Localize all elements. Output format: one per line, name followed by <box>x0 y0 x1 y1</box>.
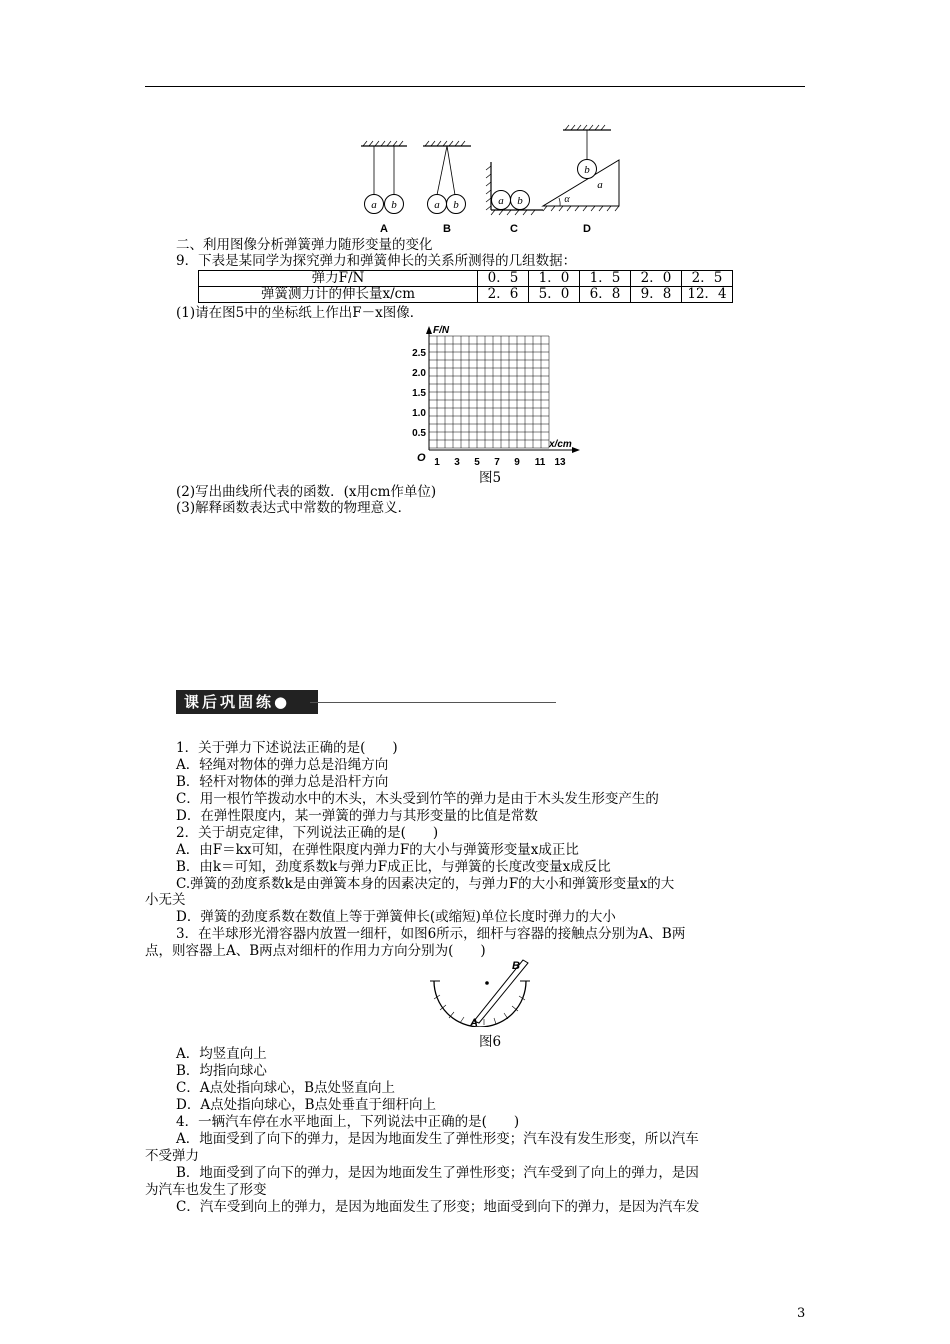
question-line: B．轻杆对物体的弹力总是沿杆方向 <box>176 774 389 790</box>
table-cell: 2．6 <box>478 287 529 303</box>
y-tick-label: 0.5 <box>412 428 426 439</box>
figure-abcd <box>355 122 625 234</box>
banner-label: 课后巩固练 <box>184 693 275 711</box>
x-tick-label: 9 <box>514 457 520 468</box>
table-header-extension: 弹簧测力计的伸长量x/cm <box>199 287 478 303</box>
figure-c <box>486 162 543 234</box>
q9-part3: (3)解释函数表达式中常数的物理意义． <box>176 500 412 516</box>
question-line: C.弹簧的劲度系数k是由弹簧本身的因素决定的，与弹力F的大小和弹簧形变量x的大 <box>176 876 675 892</box>
figure-6-caption: 图6 <box>478 1034 502 1050</box>
y-tick-label: 1.0 <box>412 408 426 419</box>
y-axis-label: F/N <box>433 325 450 336</box>
page-number: 3 <box>797 1306 806 1321</box>
figure-b <box>423 141 471 234</box>
label-c: C <box>510 223 518 234</box>
table-header-force: 弹力F/N <box>199 271 478 287</box>
table-cell: 1．5 <box>580 271 631 287</box>
question-line: B．由k＝可知，劲度系数k与弹力F成正比，与弹簧的长度改变量x成反比 <box>176 859 611 875</box>
y-tick-label: 2.0 <box>412 368 426 379</box>
ball-b-label: b <box>453 199 459 211</box>
table-cell: 6．8 <box>580 287 631 303</box>
q9-part2: (2)写出曲线所代表的函数．(x用cm作单位) <box>176 484 437 500</box>
question-line: 2．关于胡克定律，下列说法正确的是( ) <box>176 825 439 841</box>
ball-b-label: b <box>391 199 397 211</box>
x-tick-label: 5 <box>474 457 480 468</box>
ball-a-label: a <box>371 199 377 211</box>
question-line: C．A点处指向球心，B点处竖直向上 <box>176 1080 395 1096</box>
x-tick-label: 11 <box>534 457 546 468</box>
figure-6-bowl <box>430 955 540 1027</box>
question-line: B．地面受到了向下的弹力，是因为地面发生了弹性形变；汽车受到了向上的弹力，是因 <box>176 1165 699 1181</box>
header-rule <box>145 86 805 87</box>
ball-a-label: a <box>434 199 440 211</box>
question-line: 不受弹力 <box>145 1148 199 1164</box>
question-line: A．均竖直向上 <box>176 1046 267 1062</box>
question-line: D．在弹性限度内，某一弹簧的弹力与其形变量的比值是常数 <box>176 808 538 824</box>
question-line: A．轻绳对物体的弹力总是沿绳方向 <box>176 757 389 773</box>
data-table <box>198 270 733 303</box>
x-axis-label: x/cm <box>549 439 572 450</box>
banner-dot-icon: ● <box>274 693 291 711</box>
table-cell: 12．4 <box>682 287 733 303</box>
table-row <box>199 287 733 303</box>
figure-5-caption: 图5 <box>478 470 502 486</box>
table-cell: 0．5 <box>478 271 529 287</box>
question-line: C．用一根竹竿拨动水中的木头，木头受到竹竿的弹力是由于木头发生形变产生的 <box>176 791 659 807</box>
label-d: D <box>583 223 591 234</box>
y-tick-label: 2.5 <box>412 348 426 359</box>
q9-part1: (1)请在图5中的坐标纸上作出F－x图像． <box>176 305 424 321</box>
figure-5-grid <box>400 322 590 470</box>
ball-b-label: b <box>584 164 590 176</box>
question-line: 4．一辆汽车停在水平地面上，下列说法中正确的是( ) <box>176 1114 520 1130</box>
table-cell: 2．5 <box>682 271 733 287</box>
question-line: C．汽车受到向上的弹力，是因为地面发生了形变；地面受到向下的弹力，是因为汽车发 <box>176 1199 700 1215</box>
block-a-label: a <box>597 179 603 191</box>
angle-label: α <box>564 194 570 205</box>
x-tick-label: 13 <box>554 457 566 468</box>
question-line: 3．在半球形光滑容器内放置一细杆，如图6所示，细杆与容器的接触点分别为A、B两 <box>176 926 686 942</box>
question-line: D．弹簧的劲度系数在数值上等于弹簧伸长(或缩短)单位长度时弹力的大小 <box>176 909 616 925</box>
question-line: 1．关于弹力下述说法正确的是( ) <box>176 740 398 756</box>
table-cell: 9．8 <box>631 287 682 303</box>
ball-a-label: a <box>498 195 504 207</box>
table-row <box>199 271 733 287</box>
figure-a <box>361 141 407 234</box>
x-tick-label: 1 <box>434 457 440 468</box>
grid-lines <box>429 336 549 448</box>
question-line: A．地面受到了向下的弹力，是因为地面发生了弹性形变；汽车没有发生形变，所以汽车 <box>176 1131 699 1147</box>
table-cell: 2．0 <box>631 271 682 287</box>
y-tick-label: 1.5 <box>412 388 426 399</box>
question-line: 点，则容器上A、B两点对细杆的作用力方向分别为( ) <box>145 943 486 959</box>
banner-rule <box>310 702 556 703</box>
section-banner <box>176 690 318 714</box>
label-b: B <box>443 223 451 234</box>
question-line: 为汽车也发生了形变 <box>145 1182 267 1198</box>
x-tick-label: 3 <box>454 457 460 468</box>
figure-d <box>543 125 619 234</box>
q9-stem: 9．下表是某同学为探究弹力和弹簧伸长的关系所测得的几组数据： <box>176 253 577 269</box>
question-line: B．均指向球心 <box>176 1063 267 1079</box>
section-title: 二、利用图像分析弹簧弹力随形变量的变化 <box>176 237 433 253</box>
table-cell: 5．0 <box>529 287 580 303</box>
question-line: 小无关 <box>145 892 186 908</box>
y-tick-labels <box>412 348 426 439</box>
ball-b-label: b <box>517 195 523 207</box>
table-cell: 1．0 <box>529 271 580 287</box>
question-line: D．A点处指向球心，B点处垂直于细杆向上 <box>176 1097 436 1113</box>
x-tick-label: 7 <box>494 457 500 468</box>
point-b-label: B <box>512 960 520 972</box>
label-a: A <box>380 223 388 234</box>
origin-label: O <box>417 452 426 464</box>
question-line: A．由F＝kx可知，在弹性限度内弹力F的大小与弹簧形变量x成正比 <box>176 842 579 858</box>
point-a-label: A <box>470 1017 478 1027</box>
